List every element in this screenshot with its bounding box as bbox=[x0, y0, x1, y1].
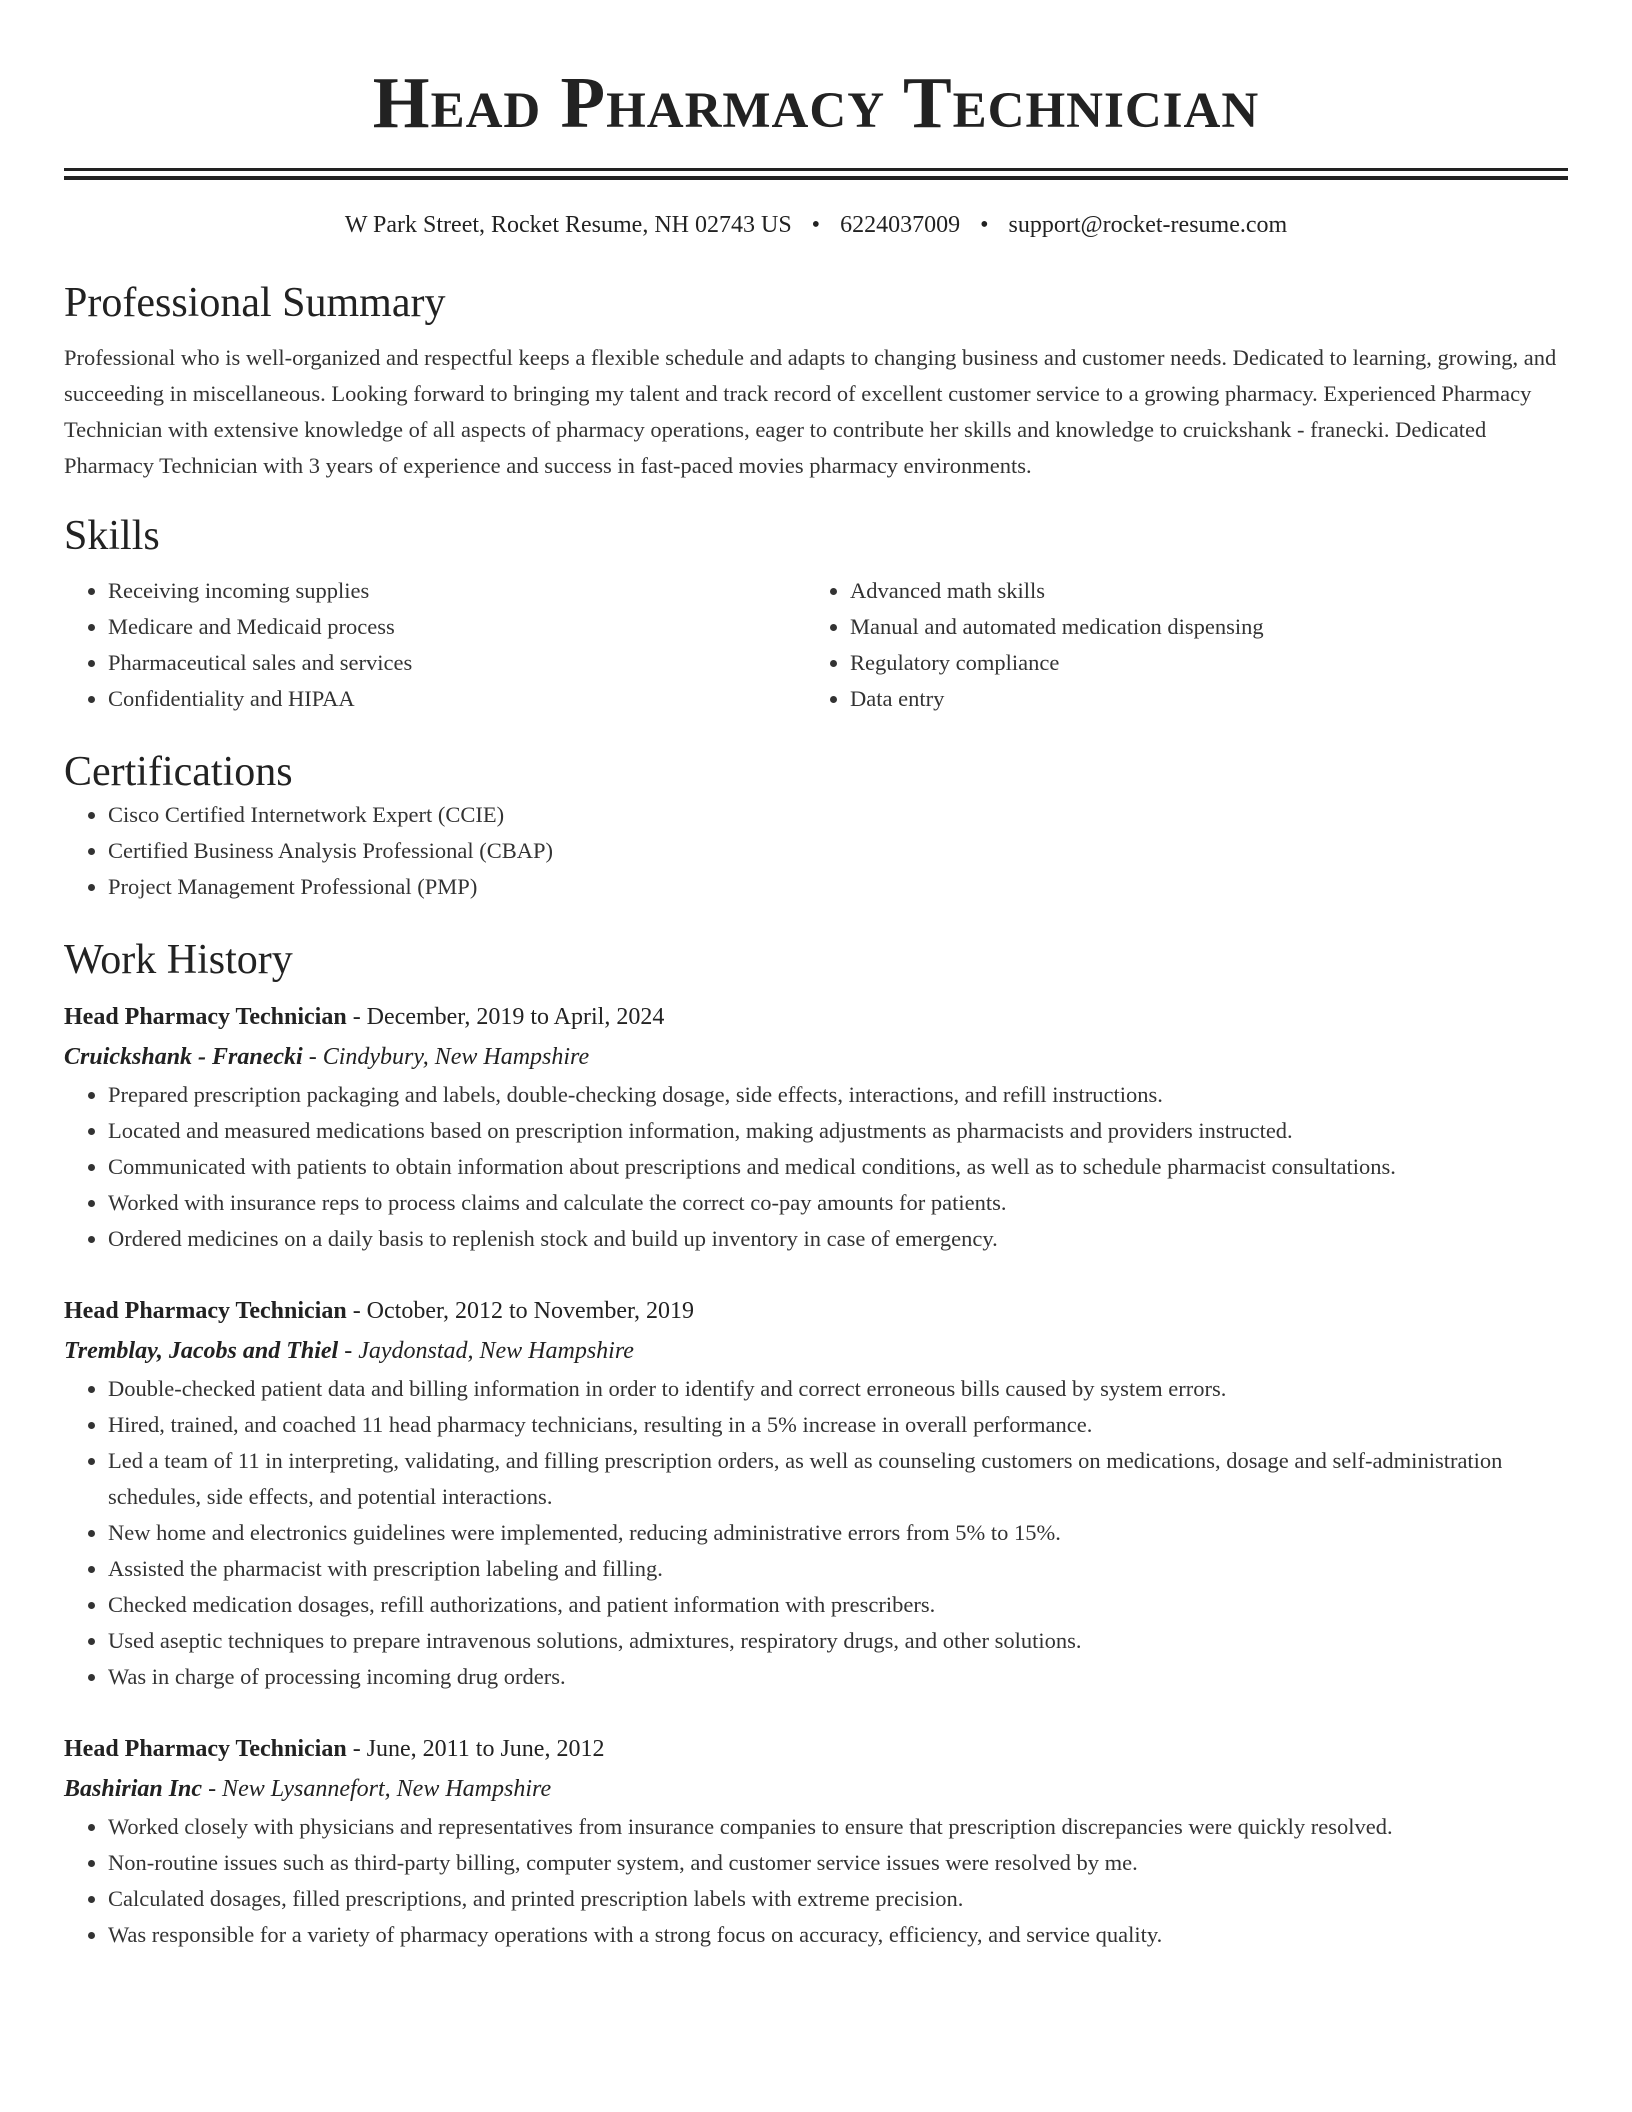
job-duty-item: • Double-checked patient data and billing information in order to identify and correct erroneous bills caused by system errors. bbox=[108, 1371, 1568, 1407]
job-company: Tremblay, Jacobs and Thiel bbox=[64, 1338, 339, 1364]
resume-title: Head Pharmacy Technician bbox=[372, 62, 1260, 143]
skill-item: • Pharmaceutical sales and services bbox=[108, 645, 806, 681]
summary-text: Professional who is well-organized and respectful keeps a flexible schedule and adapts to changing business and customer needs. Dedicated to learning, growing, and succeeding in miscellaneous. Looking forward to bringing my talent and track record of excellent customer service to a growing pharmacy. Experienced Pharmacy Technician with extensive knowledge of all aspects of pharmacy operations, eager to contribute her skills and knowledge to cruickshank - franecki. Dedicated Pharmacy Technician with 3 years of experience and success in fast-paced movies pharmacy environments. bbox=[64, 345, 1557, 478]
job-duty-item: • Located and measured medications based on prescription information, making adjustments as pharmacists and providers instructed. bbox=[108, 1113, 1568, 1149]
job-duty-item: • Led a team of 11 in interpreting, validating, and filling prescription orders, as well as counseling customers on medications, dosage and self-administration schedules, side effects, and potential interactions. bbox=[108, 1443, 1568, 1515]
skills-column-left bbox=[64, 573, 806, 717]
skill-item: • Data entry bbox=[850, 681, 1548, 717]
job-duty-item: • Used aseptic techniques to prepare intravenous solutions, admixtures, respiratory drugs, and other solutions. bbox=[108, 1623, 1568, 1659]
summary-heading: Professional Summary bbox=[64, 280, 446, 326]
job-duties-list bbox=[64, 1371, 1568, 1695]
job-duty-item: • Assisted the pharmacist with prescription labeling and filling. bbox=[108, 1551, 1568, 1587]
job-company: Cruickshank - Franecki bbox=[64, 1044, 303, 1070]
contact-separator: • bbox=[811, 212, 821, 238]
work-history-heading: Work History bbox=[64, 937, 293, 983]
certifications-list bbox=[64, 797, 1568, 905]
job-duty-item: • Calculated dosages, filled prescriptions, and printed prescription labels with extreme precision. bbox=[108, 1881, 1568, 1917]
job-duties-list bbox=[64, 1809, 1568, 1953]
certification-item: • Cisco Certified Internetwork Expert (CCIE) bbox=[108, 797, 1568, 833]
certification-item: • Project Management Professional (PMP) bbox=[108, 869, 1568, 905]
contact-phone: 6224037009 bbox=[840, 212, 961, 238]
title-rule-bottom bbox=[64, 176, 1568, 180]
job-employer bbox=[64, 1037, 1568, 1077]
job-role: Head Pharmacy Technician bbox=[64, 1004, 347, 1030]
skill-item: • Manual and automated medication dispensing bbox=[850, 609, 1548, 645]
job-duty-item: • Prepared prescription packaging and labels, double-checking dosage, side effects, interactions, and refill instructions. bbox=[108, 1077, 1568, 1113]
job-company: Bashirian Inc bbox=[64, 1776, 203, 1802]
job-duty-item: • Was responsible for a variety of pharmacy operations with a strong focus on accuracy, efficiency, and service quality. bbox=[108, 1917, 1568, 1953]
skills-grid bbox=[64, 573, 1568, 717]
skill-item: • Medicare and Medicaid process bbox=[108, 609, 806, 645]
resume-page bbox=[64, 0, 1568, 1953]
job-duty-item: • Worked closely with physicians and representatives from insurance companies to ensure that prescription discrepancies were quickly resolved. bbox=[108, 1809, 1568, 1845]
job-role: Head Pharmacy Technician bbox=[64, 1298, 347, 1324]
job-duty-item: • New home and electronics guidelines were implemented, reducing administrative errors from 5% to 15%. bbox=[108, 1515, 1568, 1551]
job-location: - New Lysannefort, New Hampshire bbox=[202, 1776, 552, 1802]
skill-item: • Regulatory compliance bbox=[850, 645, 1548, 681]
skill-item: • Receiving incoming supplies bbox=[108, 573, 806, 609]
skill-item: • Advanced math skills bbox=[850, 573, 1548, 609]
job-header bbox=[64, 1729, 1568, 1769]
job-dates: - June, 2011 to June, 2012 bbox=[346, 1736, 605, 1762]
job-dates: - December, 2019 to April, 2024 bbox=[346, 1004, 665, 1030]
skills-column-right bbox=[806, 573, 1548, 717]
certification-item: • Certified Business Analysis Professional (CBAP) bbox=[108, 833, 1568, 869]
job-role: Head Pharmacy Technician bbox=[64, 1736, 347, 1762]
job-duty-item: • Ordered medicines on a daily basis to replenish stock and build up inventory in case of emergency. bbox=[108, 1221, 1568, 1257]
job-location: - Cindybury, New Hampshire bbox=[302, 1044, 590, 1070]
job-duty-item: • Was in charge of processing incoming drug orders. bbox=[108, 1659, 1568, 1695]
job-entry bbox=[64, 997, 1568, 1257]
job-duty-item: • Hired, trained, and coached 11 head pharmacy technicians, resulting in a 5% increase in overall performance. bbox=[108, 1407, 1568, 1443]
job-duty-item: • Non-routine issues such as third-party billing, computer system, and customer service issues were resolved by me. bbox=[108, 1845, 1568, 1881]
job-dates: - October, 2012 to November, 2019 bbox=[346, 1298, 695, 1324]
title-rule-top bbox=[64, 168, 1568, 171]
certifications-heading: Certifications bbox=[64, 749, 293, 795]
skills-list-left bbox=[64, 573, 806, 717]
job-duty-item: • Checked medication dosages, refill authorizations, and patient information with prescribers. bbox=[108, 1587, 1568, 1623]
job-duty-item: • Communicated with patients to obtain information about prescriptions and medical conditions, as well as to schedule pharmacist consultations. bbox=[108, 1149, 1568, 1185]
job-location: - Jaydonstad, New Hampshire bbox=[338, 1338, 634, 1364]
job-entry bbox=[64, 1291, 1568, 1695]
contact-address: W Park Street, Rocket Resume, NH 02743 US bbox=[344, 212, 792, 238]
job-duty-item: • Worked with insurance reps to process claims and calculate the correct co-pay amounts for patients. bbox=[108, 1185, 1568, 1221]
job-entry bbox=[64, 1729, 1568, 1953]
contact-separator: • bbox=[980, 212, 989, 238]
skill-item: • Confidentiality and HIPAA bbox=[108, 681, 806, 717]
skills-heading: Skills bbox=[64, 513, 160, 559]
skills-list-right bbox=[806, 573, 1548, 717]
job-employer bbox=[64, 1769, 1568, 1809]
job-header bbox=[64, 1291, 1568, 1331]
contact-line bbox=[64, 210, 1568, 240]
contact-email: support@rocket-resume.com bbox=[1008, 212, 1288, 238]
job-header bbox=[64, 997, 1568, 1037]
job-duties-list bbox=[64, 1077, 1568, 1257]
job-employer bbox=[64, 1331, 1568, 1371]
